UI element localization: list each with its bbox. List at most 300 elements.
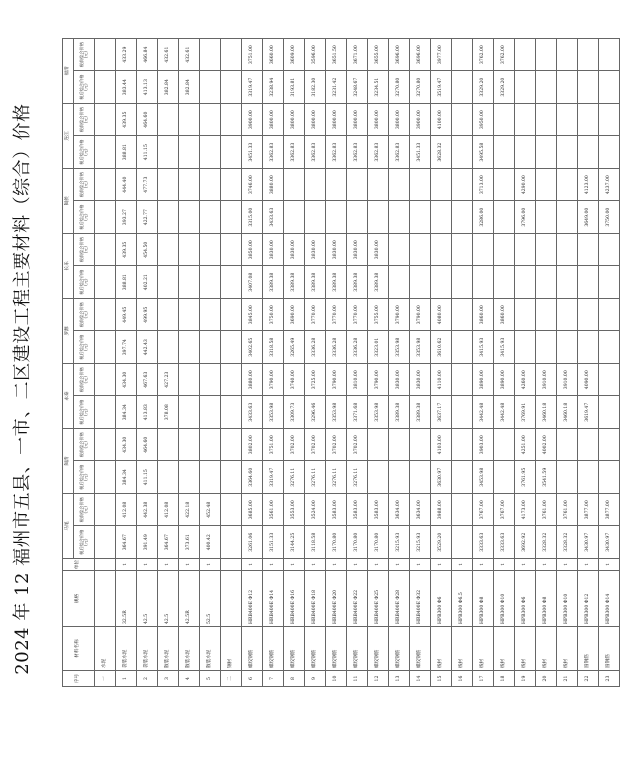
cell-spec: HRB400E Φ14	[263, 571, 284, 627]
cell-price: 3238.94	[263, 71, 284, 104]
cell-material-name: 散装水泥	[200, 627, 221, 671]
table-row	[515, 38, 536, 686]
cell-price: 400.42	[200, 526, 221, 559]
cell-price	[515, 331, 536, 364]
header-city: 长乐	[63, 233, 74, 298]
cell-price: 3770.00	[305, 298, 326, 331]
cell-price	[305, 168, 326, 201]
cell-unit: t	[326, 559, 347, 571]
cell-price	[347, 201, 368, 234]
cell-price	[221, 201, 242, 234]
cell-price: 3442.48	[494, 396, 515, 429]
cell-spec: HRB400E Φ22	[347, 571, 368, 627]
table-row	[494, 38, 515, 686]
cell-price: 3769.91	[515, 396, 536, 429]
cell-price: 383.44	[116, 71, 137, 104]
cell-price: 3318.58	[263, 331, 284, 364]
cell-price	[95, 103, 116, 136]
cell-material-name: 螺纹钢筋	[389, 627, 410, 671]
cell-unit: t	[284, 559, 305, 571]
cell-seq: 7	[263, 671, 284, 687]
cell-price: 3690.00	[284, 298, 305, 331]
cell-price	[599, 396, 620, 429]
cell-price	[158, 136, 179, 169]
cell-price	[599, 331, 620, 364]
cell-unit: t	[305, 559, 326, 571]
cell-price: 3353.98	[263, 396, 284, 429]
cell-price	[452, 298, 473, 331]
cell-price	[221, 493, 242, 526]
cell-price	[452, 461, 473, 494]
cell-price: 378.08	[158, 396, 179, 429]
cell-price	[95, 363, 116, 396]
cell-price: 4123.00	[578, 168, 599, 201]
cell-price	[179, 233, 200, 266]
cell-seq: 二	[221, 671, 242, 687]
cell-price: 3761.95	[515, 461, 536, 494]
document-title: 2024 年 12 福州市五县、一市、二区建设工程主要材料（综合）价格	[12, 103, 33, 675]
cell-seq: 18	[494, 671, 515, 687]
cell-price	[557, 168, 578, 201]
cell-price	[515, 38, 536, 71]
cell-price: 3529.20	[431, 526, 452, 559]
cell-price	[515, 233, 536, 266]
cell-price: 3276.11	[305, 461, 326, 494]
cell-price: 3286.00	[473, 201, 494, 234]
cell-price	[95, 168, 116, 201]
cell-seq: 2	[137, 671, 158, 687]
cell-price: 3519.47	[431, 71, 452, 104]
cell-price: 3790.00	[263, 363, 284, 396]
cell-price	[557, 331, 578, 364]
cell-material-name: 袋装水泥	[116, 627, 137, 671]
cell-price	[452, 168, 473, 201]
cell-spec: HPB300 Φ6.5	[452, 571, 473, 627]
cell-price: 4090.00	[578, 363, 599, 396]
cell-price: 3713.00	[473, 168, 494, 201]
cell-price: 4251.00	[515, 428, 536, 461]
cell-price	[368, 461, 389, 494]
cell-price: 3702.00	[326, 428, 347, 461]
cell-price	[599, 71, 620, 104]
cell-spec: HPB300 Φ10	[494, 571, 515, 627]
cell-price	[599, 136, 620, 169]
table-row	[305, 38, 326, 686]
table-row	[557, 38, 578, 686]
cell-price: 3890.00	[494, 363, 515, 396]
header-after-tax-price: 税后综合价格(元)	[74, 461, 95, 494]
cell-price	[200, 168, 221, 201]
cell-unit: t	[179, 559, 200, 571]
cell-price: 3402.65	[242, 331, 263, 364]
cell-price: 477.73	[137, 168, 158, 201]
cell-price	[179, 396, 200, 429]
cell-spec: HRB400E Φ32	[410, 571, 431, 627]
cell-price	[389, 168, 410, 201]
cell-price: 427.23	[158, 363, 179, 396]
cell-price: 3407.08	[242, 266, 263, 299]
cell-material-name: 螺纹钢筋	[263, 627, 284, 671]
cell-price: 3433.63	[263, 201, 284, 234]
cell-spec: HRB400E Φ20	[326, 571, 347, 627]
cell-material-name: 线材	[557, 627, 578, 671]
cell-material-name: 螺纹钢筋	[284, 627, 305, 671]
cell-price: 3702.00	[284, 428, 305, 461]
cell-material-name: 散装水泥	[158, 627, 179, 671]
cell-price: 3830.00	[263, 233, 284, 266]
cell-price: 413.13	[137, 71, 158, 104]
cell-price: 3655.00	[368, 38, 389, 71]
cell-price	[179, 363, 200, 396]
cell-price	[578, 136, 599, 169]
cell-price: 3696.00	[389, 38, 410, 71]
cell-price: 3767.00	[494, 493, 515, 526]
cell-price: 3315.00	[242, 201, 263, 234]
cell-price	[536, 38, 557, 71]
cell-price: 3755.00	[368, 298, 389, 331]
cell-price: 3610.62	[431, 331, 452, 364]
cell-price	[158, 331, 179, 364]
cell-unit: t	[242, 559, 263, 571]
cell-material-name: 螺纹钢筋	[242, 627, 263, 671]
cell-price	[284, 201, 305, 234]
cell-material-name: 袋装水泥	[137, 627, 158, 671]
cell-price	[200, 363, 221, 396]
cell-price	[536, 71, 557, 104]
cell-price: 3389.38	[368, 266, 389, 299]
cell-price	[200, 71, 221, 104]
cell-price: 3877.00	[599, 493, 620, 526]
cell-price	[557, 103, 578, 136]
cell-price	[578, 331, 599, 364]
cell-price: 4260.00	[515, 363, 536, 396]
cell-spec: HRB400E Φ18	[305, 571, 326, 627]
cell-spec: HPB300 Φ8	[473, 571, 494, 627]
cell-price	[431, 233, 452, 266]
cell-price: 454.50	[137, 233, 158, 266]
cell-price: 3583.00	[347, 493, 368, 526]
cell-price: 388.81	[116, 266, 137, 299]
cell-price: 3362.83	[284, 136, 305, 169]
cell-price: 3702.00	[305, 428, 326, 461]
cell-price	[200, 38, 221, 71]
cell-price: 3415.93	[473, 331, 494, 364]
cell-price	[515, 266, 536, 299]
header-seq: 序号	[63, 671, 95, 687]
cell-price: 3903.00	[473, 428, 494, 461]
cell-price: 444.40	[116, 168, 137, 201]
cell-price: 3977.00	[431, 38, 452, 71]
header-pre-tax-price: 税前综合价格(元)	[74, 298, 95, 331]
cell-price: 3333.63	[473, 526, 494, 559]
cell-price	[221, 526, 242, 559]
cell-price: 3265.49	[284, 331, 305, 364]
cell-price	[200, 103, 221, 136]
cell-price: 3762.00	[473, 38, 494, 71]
cell-price	[452, 526, 473, 559]
cell-price: 3830.00	[284, 233, 305, 266]
cell-price	[95, 201, 116, 234]
cell-spec: HPB300 Φ10	[557, 571, 578, 627]
cell-price: 3634.00	[410, 493, 431, 526]
cell-price: 3790.00	[389, 298, 410, 331]
cell-unit: t	[452, 559, 473, 571]
cell-price	[158, 233, 179, 266]
cell-price	[431, 266, 452, 299]
cell-price	[221, 363, 242, 396]
cell-seq: 19	[515, 671, 536, 687]
cell-price: 3988.00	[431, 493, 452, 526]
cell-price: 3430.97	[578, 526, 599, 559]
header-city: 连江	[63, 103, 74, 168]
cell-price: 412.08	[116, 493, 137, 526]
cell-price	[305, 201, 326, 234]
cell-price: 434.30	[116, 363, 137, 396]
cell-price: 3860.00	[494, 298, 515, 331]
cell-price: 3170.80	[326, 526, 347, 559]
cell-price	[410, 168, 431, 201]
cell-price	[95, 428, 116, 461]
cell-price	[221, 103, 242, 136]
cell-price: 3651.50	[326, 38, 347, 71]
cell-price	[221, 428, 242, 461]
cell-unit: t	[536, 559, 557, 571]
cell-price	[95, 71, 116, 104]
cell-price: 434.30	[116, 428, 137, 461]
cell-price: 3746.00	[242, 168, 263, 201]
cell-unit: t	[389, 559, 410, 571]
cell-material-name: 圆钢筋	[599, 627, 620, 671]
cell-price	[494, 266, 515, 299]
cell-price	[578, 38, 599, 71]
cell-material-name: 圆钢筋	[578, 627, 599, 671]
cell-price: 3371.68	[347, 396, 368, 429]
cell-price: 3796.00	[515, 201, 536, 234]
cell-price	[473, 266, 494, 299]
cell-price: 3231.42	[326, 71, 347, 104]
table-row	[368, 38, 389, 686]
cell-price	[368, 201, 389, 234]
cell-price	[326, 168, 347, 201]
cell-price: 3248.67	[347, 71, 368, 104]
cell-price	[158, 298, 179, 331]
cell-spec	[221, 571, 242, 627]
cell-price	[221, 233, 242, 266]
cell-price	[452, 428, 473, 461]
cell-price	[221, 331, 242, 364]
cell-price	[410, 428, 431, 461]
cell-price	[389, 428, 410, 461]
cell-price: 3270.80	[410, 71, 431, 104]
cell-material-name: 螺纹钢筋	[305, 627, 326, 671]
cell-unit: t	[200, 559, 221, 571]
cell-price: 3362.83	[263, 136, 284, 169]
cell-price	[452, 136, 473, 169]
cell-price: 3276.11	[326, 461, 347, 494]
cell-price: 4173.00	[515, 493, 536, 526]
cell-price	[179, 136, 200, 169]
cell-price: 3583.00	[368, 493, 389, 526]
cell-price	[578, 428, 599, 461]
cell-price: 3740.00	[284, 363, 305, 396]
cell-price: 3630.97	[431, 461, 452, 494]
cell-price	[158, 201, 179, 234]
cell-price: 3328.32	[557, 526, 578, 559]
cell-price: 3362.83	[389, 136, 410, 169]
cell-price	[494, 103, 515, 136]
header-pre-tax-price: 税前综合价格(元)	[74, 168, 95, 201]
cell-price: 3270.80	[389, 71, 410, 104]
cell-spec: HRB400E Φ28	[389, 571, 410, 627]
cell-spec: HRB400E Φ25	[368, 571, 389, 627]
cell-price: 3725.00	[305, 363, 326, 396]
cell-price: 364.67	[158, 526, 179, 559]
cell-material-name: 钢材	[221, 627, 242, 671]
section-row	[95, 38, 116, 686]
cell-price: 3762.00	[494, 38, 515, 71]
cell-price	[410, 461, 431, 494]
cell-price: 3751.00	[242, 38, 263, 71]
cell-price: 3702.00	[347, 428, 368, 461]
cell-price: 3296.46	[305, 396, 326, 429]
cell-price	[599, 266, 620, 299]
header-city: 马尾	[63, 493, 74, 558]
cell-price: 3389.38	[263, 266, 284, 299]
cell-unit: t	[431, 559, 452, 571]
cell-seq: 9	[305, 671, 326, 687]
cell-seq: 10	[326, 671, 347, 687]
cell-unit: t	[347, 559, 368, 571]
header-after-tax-price: 税后综合价格(元)	[74, 331, 95, 364]
cell-price: 3860.00	[473, 298, 494, 331]
cell-price: 3696.00	[410, 38, 431, 71]
cell-price: 4100.00	[431, 103, 452, 136]
cell-price	[452, 396, 473, 429]
header-row-cities	[63, 38, 74, 686]
cell-price	[494, 136, 515, 169]
cell-price	[557, 201, 578, 234]
cell-price: 4080.00	[431, 298, 452, 331]
cell-unit: t	[116, 559, 137, 571]
cell-price	[95, 461, 116, 494]
cell-material-name: 线材	[473, 627, 494, 671]
cell-spec: HPB300 Φ14	[599, 571, 620, 627]
cell-price	[578, 298, 599, 331]
cell-price: 384.34	[116, 461, 137, 494]
cell-price: 3767.00	[473, 493, 494, 526]
cell-price	[494, 428, 515, 461]
cell-price: 3692.92	[515, 526, 536, 559]
cell-price	[221, 266, 242, 299]
cell-price: 402.21	[137, 266, 158, 299]
cell-price: 3628.32	[431, 136, 452, 169]
cell-spec: HPB300 Φ6	[431, 571, 452, 627]
cell-price	[452, 103, 473, 136]
cell-price	[536, 266, 557, 299]
table-row	[389, 38, 410, 686]
cell-price	[494, 168, 515, 201]
cell-spec: HRB400E Φ16	[284, 571, 305, 627]
cell-seq: 15	[431, 671, 452, 687]
header-pre-tax-price: 税前综合价格(元)	[74, 428, 95, 461]
cell-price	[179, 201, 200, 234]
table-row	[158, 38, 179, 686]
header-after-tax-price: 税后综合价格(元)	[74, 71, 95, 104]
cell-price	[452, 201, 473, 234]
cell-price: 3800.00	[389, 103, 410, 136]
cell-price: 3460.18	[536, 396, 557, 429]
cell-price	[179, 168, 200, 201]
cell-price	[200, 136, 221, 169]
cell-price	[452, 266, 473, 299]
cell-price	[431, 201, 452, 234]
cell-price	[200, 331, 221, 364]
table-row	[179, 38, 200, 686]
cell-seq: 一	[95, 671, 116, 687]
cell-price	[95, 493, 116, 526]
cell-price	[95, 331, 116, 364]
cell-price: 3451.33	[410, 136, 431, 169]
cell-price	[368, 168, 389, 201]
cell-price: 4110.00	[431, 363, 452, 396]
section-row	[221, 38, 242, 686]
cell-unit: t	[473, 559, 494, 571]
cell-price	[599, 461, 620, 494]
table-row	[599, 38, 620, 686]
cell-seq: 20	[536, 671, 557, 687]
cell-price: 3389.38	[326, 266, 347, 299]
cell-price: 3850.00	[242, 233, 263, 266]
cell-price: 3900.00	[242, 103, 263, 136]
cell-price	[557, 71, 578, 104]
cell-price: 3790.00	[410, 298, 431, 331]
cell-seq: 11	[347, 671, 368, 687]
cell-material-name: 线材	[515, 627, 536, 671]
cell-price	[200, 461, 221, 494]
cell-price	[200, 266, 221, 299]
cell-price	[599, 298, 620, 331]
cell-price	[578, 233, 599, 266]
cell-price: 3553.00	[284, 493, 305, 526]
cell-price: 3170.80	[368, 526, 389, 559]
cell-price: 3276.11	[347, 461, 368, 494]
cell-seq: 1	[116, 671, 137, 687]
cell-price: 3761.00	[536, 493, 557, 526]
cell-price: 3328.32	[536, 526, 557, 559]
cell-price: 439.35	[116, 103, 137, 136]
cell-unit	[221, 559, 242, 571]
cell-price	[200, 233, 221, 266]
cell-price	[221, 461, 242, 494]
cell-price: 3309.73	[284, 396, 305, 429]
cell-price: 3430.97	[599, 526, 620, 559]
cell-price: 412.08	[158, 493, 179, 526]
table-row	[452, 38, 473, 686]
cell-price: 3329.20	[494, 71, 515, 104]
cell-price: 3800.00	[326, 103, 347, 136]
table-row	[536, 38, 557, 686]
cell-material-name: 螺纹钢筋	[410, 627, 431, 671]
cell-price	[494, 201, 515, 234]
cell-price	[179, 298, 200, 331]
cell-price	[599, 103, 620, 136]
cell-price: 3144.25	[284, 526, 305, 559]
cell-price	[536, 201, 557, 234]
cell-price	[158, 103, 179, 136]
cell-price	[557, 38, 578, 71]
cell-price: 4103.00	[431, 428, 452, 461]
table-row	[137, 38, 158, 686]
